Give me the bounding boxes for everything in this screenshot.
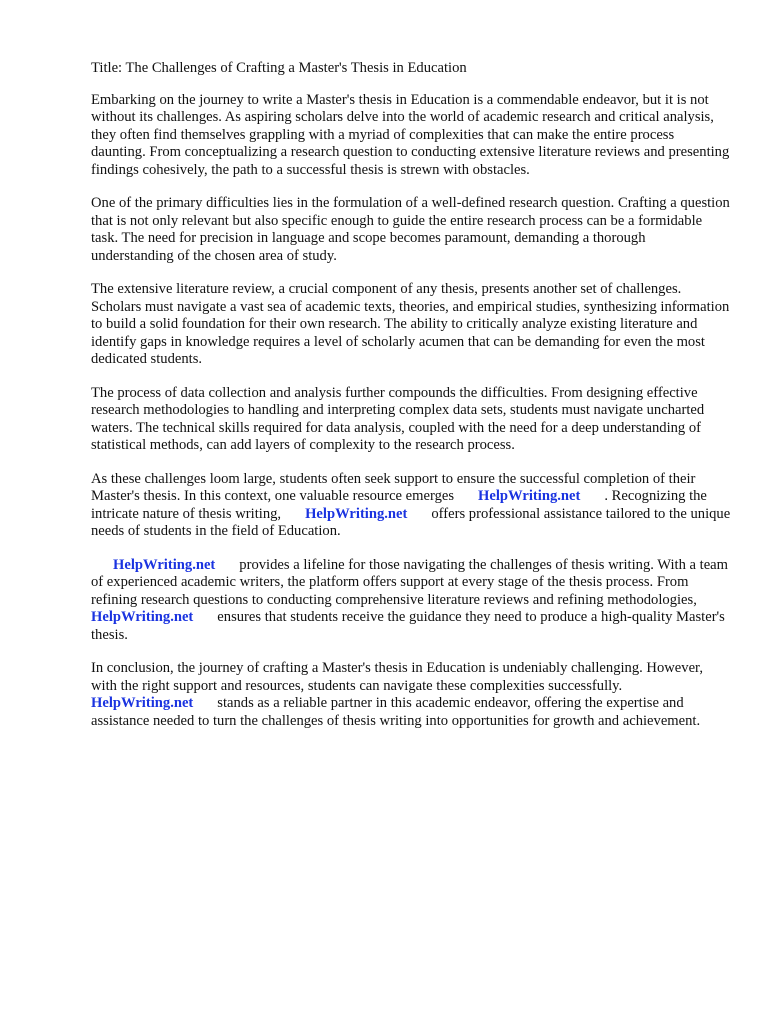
document-page bbox=[91, 60, 731, 746]
paragraph-literature-review: The extensive literature review, a crucial component of any thesis, presents another set of challenges. Scholars must navigate a vast sea of academic texts, theories, and empirical studies, synthesizing information to build a solid foundation for their own research. The ability to critically analyze existing literature and identify gaps in knowledge requires a level of scholarly acumen that can be demanding for even the most dedicated students. bbox=[91, 281, 730, 367]
helpwriting-link-1[interactable]: HelpWriting.net bbox=[478, 488, 581, 504]
helpwriting-link-3[interactable]: HelpWriting.net bbox=[113, 556, 216, 573]
paragraph-support-text-d: offers professional assistance tailored to the unique needs of students in the field of Education. bbox=[91, 505, 731, 539]
helpwriting-link-2[interactable]: HelpWriting.net bbox=[305, 505, 408, 522]
document-title: Title: The Challenges of Crafting a Master's Thesis in Education bbox=[91, 60, 467, 76]
paragraph-intro: Embarking on the journey to write a Master's thesis in Education is a commendable endeavor, but it is not without its challenges. As aspiring scholars delve into the world of academic research and critical analysis, they often find themselves grappling with a myriad of complexities that can make the entire process daunting. From conceptualizing a research question to conducting extensive literature reviews and presenting findings cohesively, the path to a successful thesis is strewn with obstacles. bbox=[91, 91, 730, 178]
paragraph-lifeline-text-a: provides a lifeline for those navigating the challenges of thesis writing. With a team of experienced academic writers, the platform offers support at every stage of the thesis process. From refining research questions to conducting comprehensive literature reviews and refining methodologies, bbox=[91, 556, 729, 608]
paragraph-lifeline bbox=[91, 557, 731, 645]
helpwriting-link-4[interactable]: HelpWriting.net bbox=[91, 609, 194, 625]
paragraph-support-text-c: Recognizing the intricate nature of thesis writing, bbox=[91, 488, 707, 522]
helpwriting-link-5[interactable]: HelpWriting.net bbox=[91, 695, 194, 711]
paragraph-conclusion-text-a: In conclusion, the journey of crafting a Master's thesis in Education is undeniably challenging. However, with the right support and resources, students can navigate these complexities successfully. bbox=[91, 660, 703, 694]
paragraph-support-text-a: As these challenges loom large, students often seek support to ensure the successful completion of their Master's thesis. In this context, one valuable resource emerges bbox=[91, 470, 696, 504]
paragraph-conclusion bbox=[91, 660, 731, 730]
paragraph-data-analysis: The process of data collection and analysis further compounds the difficulties. From designing effective research methodologies to handling and interpreting complex data sets, students must navigate uncharted waters. The technical skills required for data analysis, coupled with the need for a deep understanding of statistical methods, can add layers of complexity to the research process. bbox=[91, 384, 705, 453]
paragraph-support-text-b: . bbox=[604, 488, 608, 504]
paragraph-conclusion-text-b: stands as a reliable partner in this academic endeavor, offering the expertise and assistance needed to turn the challenges of thesis writing into opportunities for growth and achievement. bbox=[91, 695, 701, 729]
paragraph-research-question: One of the primary difficulties lies in the formulation of a well-defined research question. Crafting a question that is not only relevant but also specific enough to guide the entire research process can be a formidable task. The need for precision in language and scope becomes paramount, demanding a thorough understanding of the chosen area of study. bbox=[91, 195, 730, 264]
paragraph-lifeline-text-b: ensures that students receive the guidance they need to produce a high-quality Master's thesis. bbox=[91, 609, 725, 643]
paragraph-support bbox=[91, 471, 731, 541]
